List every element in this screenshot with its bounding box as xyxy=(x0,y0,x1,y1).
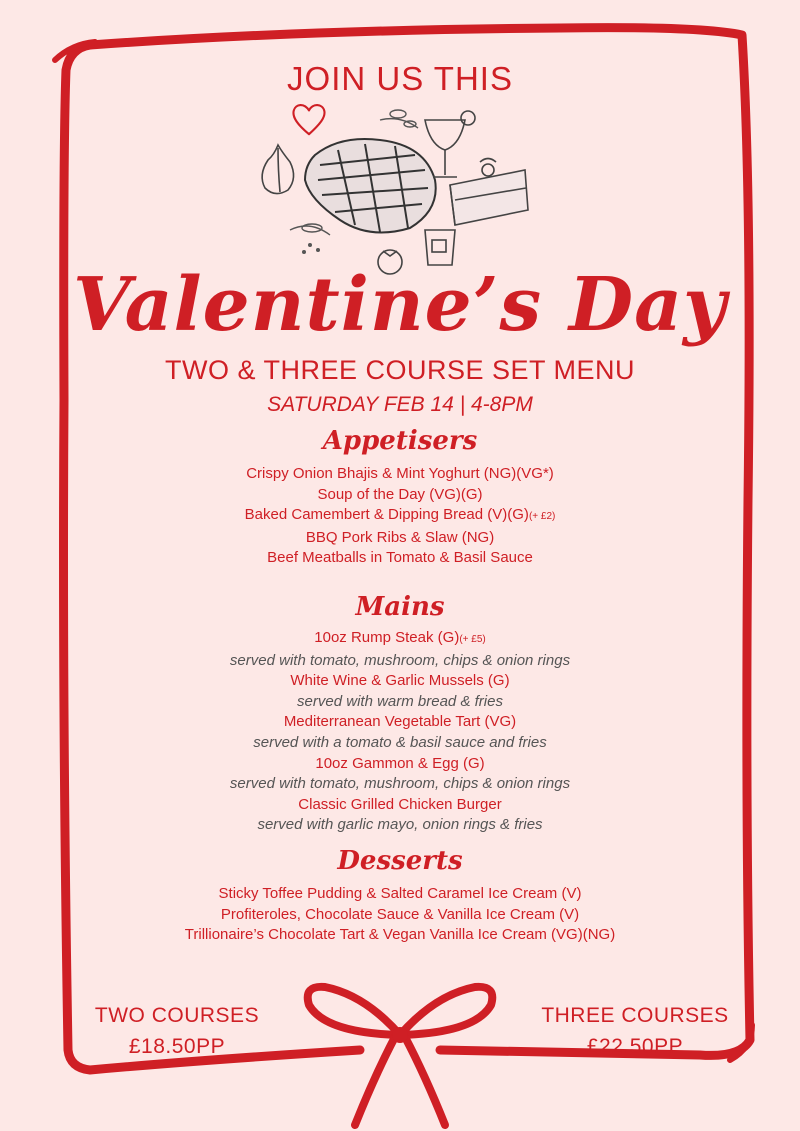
list-item: 10oz Gammon & Egg (G) xyxy=(315,754,485,772)
appetisers-list xyxy=(0,464,800,569)
list-item: White Wine & Garlic Mussels (G) xyxy=(290,672,510,690)
list-item: Trillionaire’s Chocolate Tart & Vegan Vanilla Ice Cream (VG)(NG) xyxy=(184,926,616,944)
item-description: served with tomato, mushroom, chips & onion rings xyxy=(229,775,571,793)
item-description: served with garlic mayo, onion rings & fries xyxy=(257,816,543,834)
appetisers-heading: Appetisers xyxy=(322,426,478,456)
three-courses-label: THREE COURSES xyxy=(541,1004,729,1027)
list-item: Profiteroles, Chocolate Sauce & Vanilla Ice Cream (V) xyxy=(220,905,580,923)
garlic-icon xyxy=(262,145,293,194)
mains-list xyxy=(0,628,800,836)
whisky-glass-icon xyxy=(425,230,455,265)
intro-heading: JOIN US THIS xyxy=(287,60,513,97)
list-item: 10oz Rump Steak (G)(+ £5) xyxy=(314,629,486,646)
steak-icon xyxy=(305,139,436,233)
list-item: Beef Meatballs in Tomato & Basil Sauce xyxy=(267,549,533,567)
menu-subtitle: TWO & THREE COURSE SET MENU xyxy=(164,355,636,385)
mains-heading: Mains xyxy=(355,592,445,622)
desserts-heading: Desserts xyxy=(337,846,463,876)
two-courses-price: £18.50PP xyxy=(128,1035,226,1058)
peppercorns-icon xyxy=(302,243,320,254)
list-item: Soup of the Day (VG)(G) xyxy=(317,485,483,503)
list-item: Mediterranean Vegetable Tart (VG) xyxy=(283,713,517,731)
desserts-list xyxy=(0,884,800,946)
cheesecake-icon xyxy=(450,159,528,226)
food-sketch-illustration xyxy=(250,100,550,280)
event-title: Valentine’s Day xyxy=(72,262,728,348)
event-date: SATURDAY FEB 14 | 4-8PM xyxy=(267,393,533,416)
two-courses-label: TWO COURSES xyxy=(94,1004,260,1027)
list-item: BBQ Pork Ribs & Slaw (NG) xyxy=(305,528,495,546)
item-description: served with tomato, mushroom, chips & onion rings xyxy=(229,651,571,669)
supplement-price: (+ £2) xyxy=(528,511,556,523)
list-item: Crispy Onion Bhajis & Mint Yoghurt (NG)(VG*) xyxy=(246,465,554,482)
three-courses-price: £22.50PP xyxy=(586,1035,684,1058)
list-item: Baked Camembert & Dipping Bread (V)(G)(+ £2) xyxy=(244,506,556,524)
three-courses-price-block xyxy=(535,1000,735,1062)
item-description: served with warm bread & fries xyxy=(297,692,503,710)
ribbon-bow-icon xyxy=(295,975,505,1131)
supplement-price: (+ £5) xyxy=(459,634,486,645)
two-courses-price-block xyxy=(77,1000,277,1062)
list-item: Classic Grilled Chicken Burger xyxy=(298,795,502,813)
list-item: Sticky Toffee Pudding & Salted Caramel Ice Cream (V) xyxy=(218,885,582,902)
cocktail-icon xyxy=(425,111,475,177)
item-description: served with a tomato & basil sauce and fries xyxy=(253,733,547,751)
